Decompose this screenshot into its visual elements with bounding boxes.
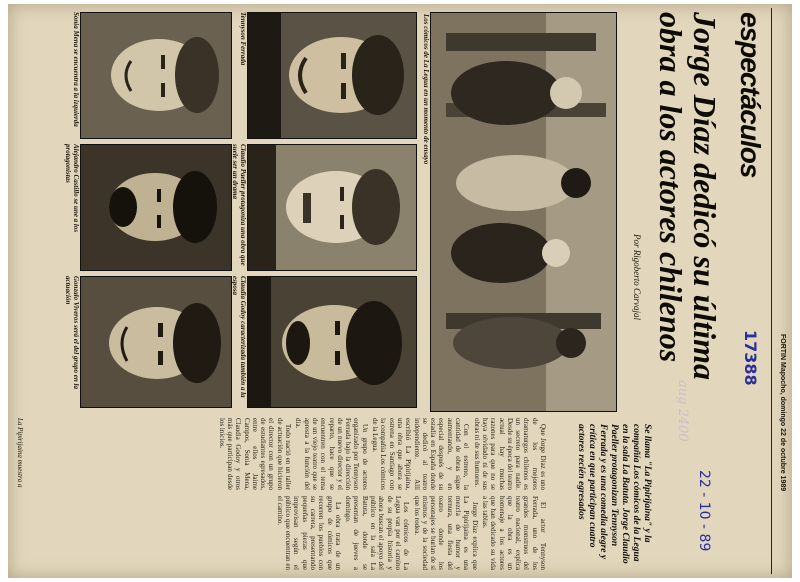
- paragraph: El actor Tennyson Ferrada, uno de los grandes monstruos del teatro nacional, explica que la obra es un homenaje a los actores que han dedicado su vida a las tablas.: [480, 496, 547, 570]
- article-column-2: [27, 496, 547, 570]
- paragraph: Con el estreno, la cantidad de obras sigue aumentando, y en especial después de su estadía en España donde se dedicó al teatro independiente. Allí escribió La Pipirijaina, una obra que ahora se estrena en Santiago con la compañía Los cómicos de la Legua.: [371, 418, 471, 490]
- main-photo: [430, 12, 617, 412]
- masthead-rule: [771, 8, 772, 574]
- portrait-caption-1: Tennyson Ferrada: [239, 12, 247, 66]
- portrait-photo-3: [247, 276, 417, 408]
- portrait-photo-1: [247, 12, 417, 139]
- headline: Jorge Díaz dedicó su última obra a los actores chilenos: [653, 12, 723, 381]
- portrait-image-5: [81, 145, 231, 270]
- portrait-image-1: [248, 13, 416, 138]
- portrait-image-4: [81, 13, 231, 138]
- portrait-caption-3: Claudia Godoy caracterizada también a la esposa: [231, 276, 247, 398]
- portrait-photo-6: [80, 276, 232, 408]
- portrait-caption-4: Sonia Mena se encuentra a la izquierda: [72, 12, 80, 127]
- portrait-image-2: [248, 145, 416, 270]
- handwritten-number: 17388: [741, 330, 760, 386]
- portrait-image-6: [81, 277, 231, 407]
- portrait-photo-5: [80, 144, 232, 271]
- clipping-content-rotated: [8, 4, 792, 578]
- newspaper-clipping: [8, 4, 792, 578]
- paragraph: Todo nació en un taller de actuación que hicieron el director con un grupo de estudiantes egresados, entre ellos Jaime Campos, Sonia Mena, Claudia Godoy y otros más que participan desde los inicios.: [217, 418, 293, 490]
- paragraph: Que Jorge Díaz es uno de los mejores dramaturgos chilenos es un secreto para nadie. Desde su época del teatro actual hay muchas razones para que no se haya olvidado ni de sus obras ni de sus humores.: [472, 418, 547, 490]
- source-dateline: FORTIN Mapocho, domingo 22 de octubre 1989: [779, 334, 786, 492]
- portrait-caption-5: Alejandro Castillo se une a los protagonistas: [64, 144, 80, 233]
- main-photo-caption: Los cómicos de La Legua en un momento de ensayo: [422, 14, 430, 165]
- byline: Por Rigoberto Carvajal: [632, 234, 642, 320]
- article-column-1: [27, 418, 547, 490]
- main-photo-image: [431, 13, 616, 411]
- section-title: espectáculos: [735, 12, 766, 178]
- portrait-photo-4: [80, 12, 232, 139]
- masthead-strip: [770, 4, 792, 578]
- bottom-caption: La Pipirijaina muestra a: [16, 418, 24, 488]
- deck: Se llama "La Pipirijaina" y la compañía Los cómicos de la Legua en la sala La Batuta. Jorge Claudio Paeller protagonizan Tennyson Ferrada y es una comedia alegre y crítica en que participan cuatro actores recién egresados: [576, 424, 652, 564]
- portrait-caption-6: Gonzalo Viveros será el del grupo en la actuación: [64, 276, 80, 389]
- archive-stamp: aug 2400: [675, 380, 690, 442]
- paragraph: Los cómicos de La Legua van por el camino de su propia historia y ahora buscan el apoyo del público en la sala La Batuta, donde se presentan de jueves a domingo.: [344, 496, 411, 570]
- portrait-caption-2: Claudio Paeller protagoniza una obra que suele ser un drama: [231, 144, 247, 266]
- paragraph: Jorge Díaz explica que La Pipirijaina es una mezcla de humor y ternura, una fiesta del teatro donde los personajes se burlan de sí mismos y de la sociedad que los rodea.: [412, 496, 479, 570]
- handwritten-date: 22 - 10 - 89: [696, 470, 712, 552]
- portrait-image-3: [248, 277, 416, 407]
- paragraph: Un grupo de actores organizado por Tennyson Ferrada bajo la dirección de un nuevo director y el reparto, hace que se encuentren con el tema de un viejo teatro que se apresta a la función del día.: [294, 418, 369, 490]
- portrait-photo-2: [247, 144, 417, 271]
- paragraph: La obra trata de un grupo de cómicos que recorren los pueblos con su carreta, presentando pequeñas piezas que improvisan según el público que encuentran en el camino.: [275, 496, 342, 570]
